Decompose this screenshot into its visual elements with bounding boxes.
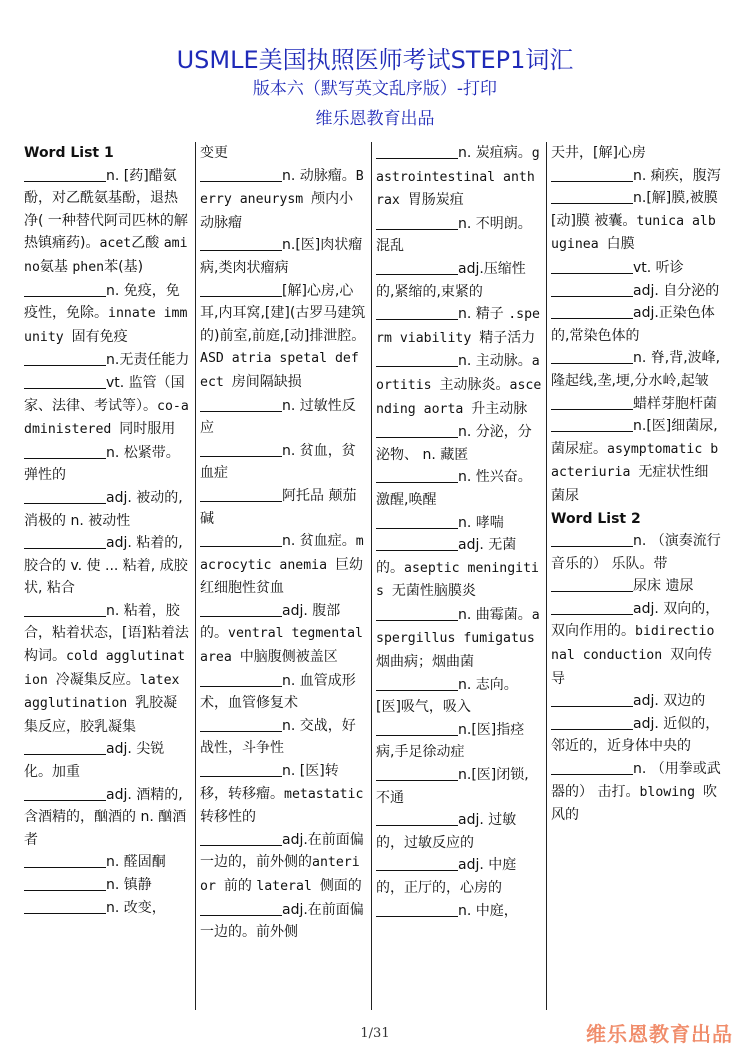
answer-blank [24,534,106,549]
answer-blank [200,487,282,502]
definition-text: 胃肠炭疽 [407,192,464,209]
answer-blank [24,602,106,617]
definition-text: 房间隔缺损 [231,373,302,390]
answer-blank [24,167,106,182]
definition-text: adj. 被动的,消极的 n. 被动性 [24,489,183,529]
answer-blank [24,876,106,891]
definition-text: 升主动脉 [471,400,528,417]
vocab-entry [24,897,190,920]
vocab-entry [200,715,366,760]
definition-text: 侧面的 [319,878,362,894]
vocab-entry [24,600,190,739]
answer-blank [376,721,458,736]
english-term: cold agglutination [24,649,186,688]
definition-text: [解]心房,心耳,内耳窝,[建](古罗马建筑的)前室,前庭,[动]排泄腔。 [200,282,366,344]
english-term: Berry aneurysm [200,168,364,208]
vocab-entry [376,900,542,923]
definition-text: 无症状性细菌尿 [551,464,709,504]
definition-text: n. 松紧带。弹性的 [24,444,180,484]
vocab-entry [376,421,542,466]
english-term: anterior [200,855,360,894]
answer-blank [376,902,458,917]
definition-text: adj.正染色体的,常染色体的 [551,305,715,344]
definition-text: 乳胶凝集反应，胶乳凝集 [24,695,178,735]
definition-text: 尿床 遗尿 [633,578,694,595]
vocab-entry [200,485,366,530]
definition-text: 无菌性脑膜炎 [391,583,476,600]
definition-text: n. 中庭， [458,902,518,919]
english-term: aseptic meningitis [376,560,539,600]
answer-blank [24,374,106,389]
definition-text: 冷凝集反应。 [55,671,140,688]
definition-text: n. [医]转移，转移瘤。 [200,763,339,802]
english-term: asymptomatic bacteriuria [551,441,719,481]
vocabulary-columns [24,142,728,1010]
definition-text: n. 曲霉菌。 [458,606,532,623]
vocab-entry [376,674,542,719]
definition-text: n. 免疫，免疫性，免除。 [24,282,180,322]
definition-text: 变更 [200,145,228,161]
answer-blank [376,305,458,320]
english-term: .sperm viability [376,307,540,346]
definition-text: n. 血管成形术，血管修复术 [200,672,356,712]
answer-blank [551,760,633,775]
answer-blank [200,236,282,251]
answer-blank [376,215,458,230]
definition-text: n.[医]细菌尿,菌尿症。 [551,418,718,457]
answer-blank [24,282,106,297]
definition-text: n. 精子 [458,306,509,323]
definition-text: n. 分泌，分泌物、 n. 藏匿 [376,424,532,463]
definition-text: n. 哮喘 [458,514,504,531]
english-term: macrocytic anemia [200,534,364,573]
definition-text: 同时服用 [119,421,176,438]
vocab-entry [200,829,366,899]
vocab-entry [551,302,721,347]
column-2 [200,142,366,1010]
vocab-entry [551,142,721,165]
vocab-entry [24,349,190,372]
answer-blank [200,282,282,297]
definition-text: n. 痢疾，腹泻 [633,167,721,184]
vocab-entry [200,440,366,485]
answer-blank [24,444,106,459]
vocab-entry [551,280,721,303]
answer-blank [551,189,633,204]
definition-text: 吹风的 [551,783,717,824]
english-term: innate immunity [24,306,188,345]
definition-text: n. 改变， [106,899,166,916]
definition-text: n. 交战，好战性，斗争性 [200,717,356,757]
answer-blank [376,811,458,826]
definition-text: 氨基 [39,258,73,275]
definition-text: n. 贫血，贫血症 [200,442,356,482]
answer-blank [376,766,458,781]
vocab-entry [200,165,366,235]
english-term: ventral tegmental area [200,626,363,666]
vocab-entry [200,530,366,600]
definition-text: adj. 粘着的, 胶合的 v. 使 ... 粘着, 成胶状, 粘合 [24,535,188,597]
definition-text: adj. 尖锐化。加重 [24,741,165,781]
definition-text: n. 醛固酮 [106,854,166,871]
definition-text: n. 过敏性反应 [200,397,356,437]
definition-text: adj. 腹部的。 [200,602,341,642]
definition-text: adj. 双向的，双向作用的。 [551,600,720,640]
answer-blank [200,717,282,732]
vocab-entry [24,280,190,350]
vocab-entry [551,165,721,188]
english-term: lateral [256,879,320,894]
definition-text: 苯(基) [104,258,144,275]
definition-text: n.[医]肉状瘤病,类肉状瘤病 [200,237,363,276]
definition-text: 固有免疫 [71,328,128,345]
answer-blank [200,602,282,617]
document-title: USMLE美国执照医师考试STEP1词汇 [176,46,574,74]
vocab-entry [376,604,542,674]
english-term: phen [72,259,105,275]
vocab-entry [551,758,721,827]
vocab-entry [24,165,190,280]
english-term: bidirectional conduction [551,624,715,664]
definition-text: 中脑腹侧被盖区 [239,649,338,666]
definition-text: n. 志向。[医]吸气，吸入 [376,676,518,716]
definition-text: n. 主动脉。 [458,353,532,370]
vocab-entry [551,347,721,392]
answer-blank [551,600,633,615]
answer-blank [376,260,458,275]
definition-text: n. 动脉瘤。 [282,167,356,184]
definition-text: adj.在前面偏一边的。前外侧 [200,901,364,941]
definition-text: 烟曲病；烟曲菌 [376,654,474,671]
document-header [0,44,750,132]
definition-text: n. 性兴奋。激醒,唤醒 [376,469,532,508]
vocab-entry [376,854,542,899]
answer-blank [200,167,282,182]
english-term: amino [24,236,188,275]
english-term: co-administered [24,398,189,438]
english-term: aspergillus fumigatus [376,607,540,647]
column-divider [371,142,372,1010]
answer-blank [551,417,633,432]
vocab-entry [200,234,366,279]
vocab-entry [376,809,542,854]
answer-blank [200,442,282,457]
definition-text: n. 粘着，胶合，粘着状态，[语]粘着法构词。 [24,602,189,665]
answer-blank [551,304,633,319]
vocab-entry [200,899,366,944]
english-term: ASD atria spetal defect [200,351,359,390]
vocab-entry [551,187,721,257]
answer-blank [551,577,633,592]
vocab-entry [200,760,366,829]
vocab-entry [24,851,190,874]
answer-blank [551,692,633,707]
publisher-line: 维乐恩教育出品 [315,109,435,129]
answer-blank [551,715,633,730]
word-list-heading: Word List 2 [551,510,641,527]
definition-text: 白膜 [606,236,635,253]
definition-text: n. （用拳或武器的） 击打。 [551,761,721,800]
definition-text: adj. 双边的 [633,693,706,710]
english-term: blowing [639,784,703,800]
answer-blank [24,489,106,504]
answer-blank [551,395,633,410]
page-number: 1/31 [360,1026,390,1041]
vocab-entry [376,512,542,535]
vocab-entry [376,719,542,764]
definition-text: n. 脊,背,波峰,隆起线,垄,埂,分水岭,起皱 [551,350,721,389]
vocab-entry [200,142,366,165]
vocab-entry [376,466,542,511]
column-4 [551,142,721,1010]
vocab-entry [24,738,190,783]
answer-blank [376,423,458,438]
answer-blank [376,468,458,483]
english-term: aortitis [376,354,540,393]
definition-text: 精子活力 [479,329,536,346]
definition-text: n. 贫血症。 [282,533,356,550]
definition-text: 双向传导 [551,647,713,687]
definition-text: adj.压缩性的,紧缩的,束紧的 [376,260,526,300]
answer-blank [376,856,458,871]
english-term: acet [99,236,132,252]
answer-blank [551,282,633,297]
answer-blank [24,853,106,868]
english-term: latex agglutination [24,672,180,712]
document-subtitle: 版本六（默写英文乱序版）-打印 [252,79,498,99]
answer-blank [376,536,458,551]
column-1 [24,142,190,1010]
answer-blank [24,740,106,755]
vocab-entry [551,713,721,758]
definition-text: 天井，[解]心房 [551,145,646,161]
definition-text: n. [药]醋氨酚，对乙酰氨基酚，退热净( 一种替代阿司匹林的解热镇痛药)。 [24,167,188,252]
answer-blank [551,532,633,547]
answer-blank [551,167,633,182]
vocab-entry [24,372,190,442]
definition-text: 转移性的 [200,809,256,826]
answer-blank [24,351,106,366]
vocab-entry [551,393,721,416]
definition-text: 颅内小动脉瘤 [200,191,354,231]
vocab-entry [551,690,721,713]
vocab-entry [551,415,721,507]
answer-blank [376,514,458,529]
definition-text: 蜡样芽胞杆菌 [633,395,717,412]
vocab-entry [24,874,190,897]
answer-blank [200,901,282,916]
answer-blank [376,352,458,367]
definition-text: n.[医]指痉病,手足徐动症 [376,721,525,761]
answer-blank [376,144,458,159]
vocab-entry [376,303,542,350]
definition-text: vt. 听诊 [633,259,684,276]
vocab-entry [376,350,542,421]
vocab-entry [551,575,721,598]
english-term: tunica albuginea [551,213,716,253]
vocab-entry [200,600,366,670]
english-term: ascending aorta [376,377,542,417]
definition-text: adj. 中庭的，正厅的，心房的 [376,857,517,896]
vocab-entry [551,530,721,575]
definition-text: adj.在前面偏一边的，前外侧的 [200,831,364,871]
answer-blank [200,672,282,687]
vocab-entry [376,534,542,604]
column-divider [195,142,196,1010]
answer-blank [200,762,282,777]
answer-blank [24,899,106,914]
definition-text: 巨幼红细胞性贫血 [200,556,363,597]
vocab-entry [24,442,190,487]
answer-blank [200,831,282,846]
vocab-entry [200,280,366,395]
definition-text: adj. 酒精的,含酒精的，酗酒的 n. 酗酒者 [24,786,187,848]
answer-blank [376,606,458,621]
definition-text: 乙酸 [131,235,164,252]
definition-text: vt. 监管（国家、法律、考试等）。 [24,374,185,414]
definition-text: n.[医]闭锁,不通 [376,767,529,806]
definition-text: n. （演奏流行音乐的） 乐队。带 [551,533,721,572]
definition-text: n. 不明朗。混乱 [376,215,532,255]
vocab-entry [200,395,366,440]
column-3 [376,142,542,1010]
vocab-entry [551,257,721,280]
answer-blank [200,532,282,547]
vocab-entry [376,258,542,303]
definition-text: 主动脉炎。 [439,376,510,393]
publisher-watermark: 维乐恩教育出品 [586,1022,733,1046]
vocab-entry [200,670,366,715]
definition-text: n.[解]膜,被膜 [动]膜 被囊。 [551,190,718,229]
definition-text: n. 镇静 [106,877,152,893]
definition-text: adj. 近似的，邻近的，近身体中央的 [551,715,720,755]
definition-text: adj. 无菌的。 [376,537,517,576]
english-term: gastrointestinal anthrax [376,146,540,209]
vocab-entry [376,213,542,258]
vocab-entry [551,598,721,690]
answer-blank [551,349,633,364]
english-term: metastatic [284,786,364,802]
definition-text: adj. 过敏的，过敏反应的 [376,812,517,851]
answer-blank [200,397,282,412]
answer-blank [24,786,106,801]
answer-blank [551,259,633,274]
definition-text: 阿托品 颠茄碱 [200,487,357,527]
vocab-entry [376,764,542,809]
definition-text: n. 炭疽病。 [458,145,532,161]
word-list-heading: Word List 1 [24,145,114,161]
vocab-entry [24,784,190,852]
answer-blank [376,676,458,691]
vocab-entry [24,532,190,600]
vocab-entry [376,142,542,213]
vocab-entry [24,487,190,532]
definition-text: n.无责任能力 [106,352,190,369]
definition-text: 前的 [223,878,257,894]
definition-text: adj. 自分泌的 [633,282,720,299]
column-divider [546,142,547,1010]
